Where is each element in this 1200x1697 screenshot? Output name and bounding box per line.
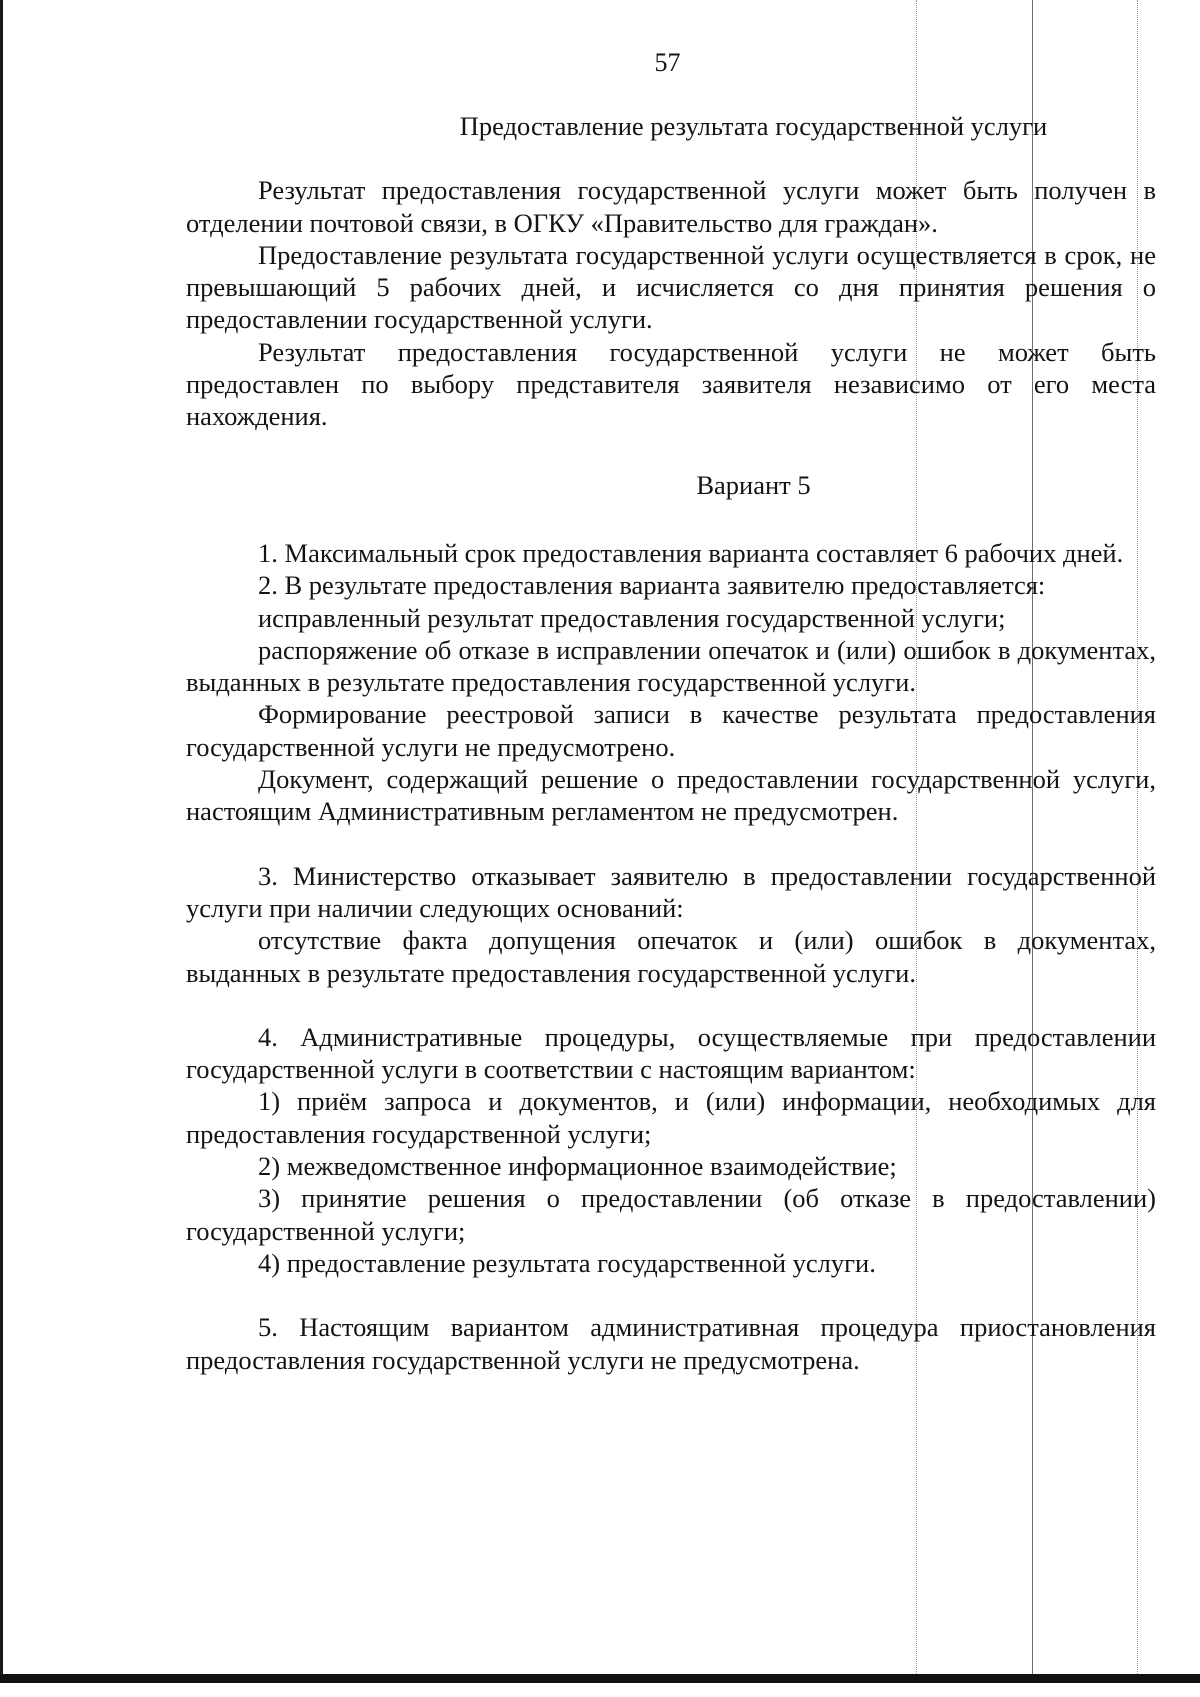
- paragraph: Результат предоставления государственной услуги не может быть предоставлен по выбору представителя заявителя независимо от его места нахождения.: [186, 336, 1156, 432]
- paragraph: 5. Настоящим вариантом административная процедура приостановления предоставления государственной услуги не предусмотрена.: [186, 1312, 1156, 1375]
- scan-bottom-edge: [0, 1674, 1200, 1683]
- paragraph: исправленный результат предоставления государственной услуги;: [258, 602, 1006, 633]
- paragraph: Результат предоставления государственной услуги может быть получен в отделении почтовой связи, в ОГКУ «Правительство для граждан».: [186, 175, 1156, 238]
- paragraph: 2. В результате предоставления варианта заявителю предоставляется:: [258, 570, 1046, 601]
- scan-left-edge: [0, 0, 3, 1680]
- paragraph: распоряжение об отказе в исправлении опечаток и (или) ошибок в документах, выданных в результате предоставления государственной услуги.: [186, 634, 1156, 698]
- list-item: 3) принятие решения о предоставлении (об отказе в предоставлении) государственной услуги;: [186, 1183, 1156, 1246]
- page-number: 57: [654, 48, 681, 77]
- paragraph: 1. Максимальный срок предоставления варианта составляет 6 рабочих дней.: [258, 537, 1124, 568]
- paragraph: Документ, содержащий решение о предоставлении государственной услуги, настоящим Административным регламентом не предусмотрен.: [186, 764, 1156, 827]
- list-item: 1) приём запроса и документов, и (или) информации, необходимых для предоставления государственной услуги;: [186, 1086, 1156, 1149]
- paragraph: 3. Министерство отказывает заявителю в предоставлении государственной услуги при наличии следующих оснований:: [186, 860, 1156, 923]
- paragraph: отсутствие факта допущения опечаток и (или) ошибок в документах, выданных в результате предоставления государственной услуги.: [186, 925, 1156, 988]
- document-body: [186, 110, 1156, 1376]
- paragraph: Формирование реестровой записи в качестве результата предоставления государственной услуги не предусмотрено.: [186, 699, 1156, 762]
- list-item: 2) межведомственное информационное взаимодействие;: [258, 1151, 897, 1182]
- list-item: 4) предоставление результата государственной услуги.: [258, 1247, 876, 1278]
- section-heading-result: Предоставление результата государственной услуги: [459, 111, 1048, 141]
- paragraph: 4. Административные процедуры, осуществляемые при предоставлении государственной услуги в соответствии с настоящим вариантом:: [186, 1021, 1156, 1085]
- paragraph: Предоставление результата государственной услуги осуществляется в срок, не превышающий 5 рабочих дней, и исчисляется со дня принятия решения о предоставлении государственной услуги.: [186, 239, 1156, 335]
- variant-heading: Вариант 5: [696, 469, 811, 500]
